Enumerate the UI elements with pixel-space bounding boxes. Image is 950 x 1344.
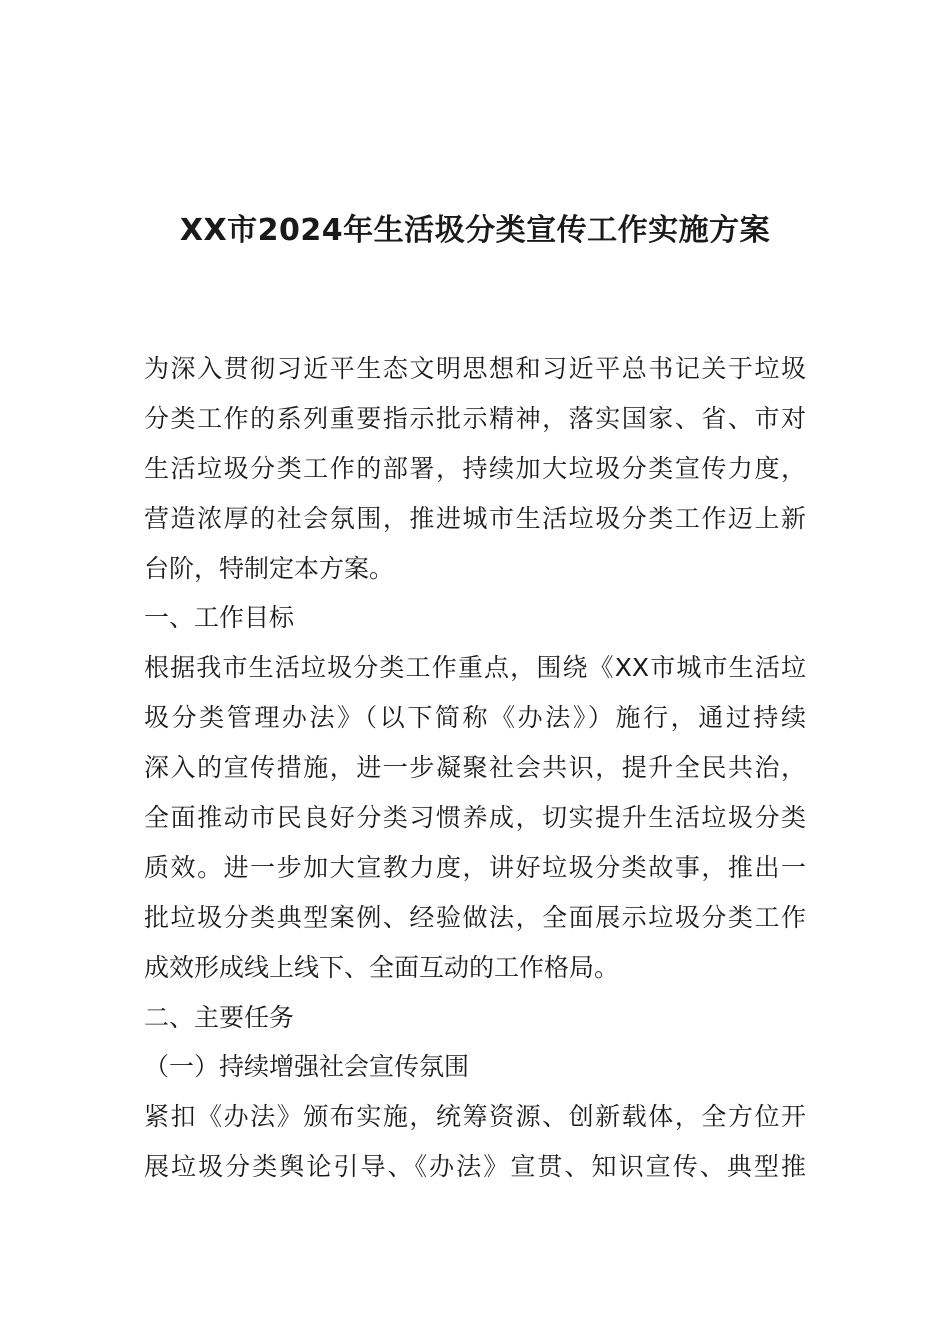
paragraph-line: 营造浓厚的社会氛围，推进城市生活垃圾分类工作迈上新 — [144, 503, 806, 533]
paragraph-line: 生活垃圾分类工作的部署，持续加大垃圾分类宣传力度， — [144, 453, 806, 483]
paragraph-line: 成效形成线上线下、全面互动的工作格局。 — [144, 952, 620, 982]
paragraph-line: 台阶，特制定本方案。 — [144, 553, 395, 583]
document-title: XX市2024年生活圾分类宣传工作实施方案 — [179, 213, 771, 248]
paragraph-line: 为深入贯彻习近平生态文明思想和习近平总书记关于垃圾 — [144, 354, 806, 383]
paragraph-line: 展垃圾分类舆论引导、《办法》宣贯、知识宣传、典型推 — [144, 1152, 806, 1182]
paragraph-line: 紧扣《办法》颁布实施，统筹资源、创新载体，全方位开 — [144, 1102, 806, 1132]
paragraph-line: 质效。进一步加大宣教力度，讲好垃圾分类故事，推出一 — [144, 852, 806, 882]
paragraph-line: 批垃圾分类典型案例、经验做法，全面展示垃圾分类工作 — [144, 902, 806, 932]
subsection-heading: （一）持续增强社会宣传氛围 — [144, 1052, 470, 1082]
paragraph-line: 圾分类管理办法》（以下简称《办法》）施行，通过持续 — [144, 703, 806, 733]
paragraph-line: 分类工作的系列重要指示批示精神，落实国家、省、市对 — [144, 403, 806, 433]
paragraph-line: 根据我市生活垃圾分类工作重点，围绕《XX市城市生活垃 — [144, 653, 806, 683]
paragraph-line: 全面推动市民良好分类习惯养成，切实提升生活垃圾分类 — [144, 803, 806, 833]
section-heading: 二、主要任务 — [144, 1002, 295, 1032]
document-body — [144, 344, 806, 1192]
section-heading: 一、工作目标 — [144, 603, 295, 633]
paragraph-line: 深入的宣传措施，进一步凝聚社会共识，提升全民共治， — [144, 753, 806, 783]
